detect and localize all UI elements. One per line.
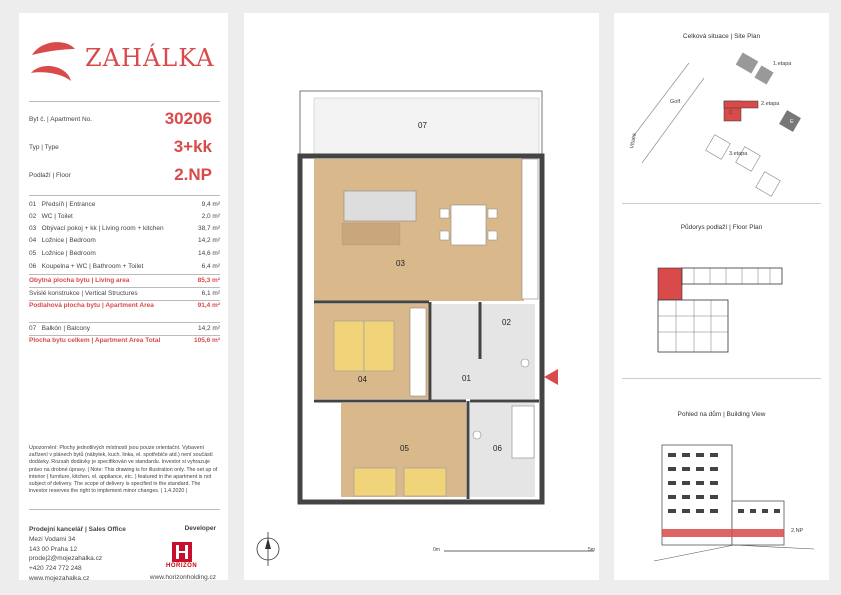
site-label-golf: Golf bbox=[670, 99, 681, 105]
room-label-03: 03 bbox=[396, 259, 405, 268]
sales-address1: Mezi Vodami 34 bbox=[29, 535, 76, 543]
sales-title: Prodejní kancelář | Sales Office bbox=[29, 526, 126, 533]
living-area-row: Obytná plocha bytu | Living area 85,3 m² bbox=[29, 277, 220, 284]
building-floor-label: 2.NP bbox=[791, 528, 804, 534]
building-view-image bbox=[614, 433, 829, 563]
floor-value: 2.NP bbox=[174, 165, 212, 184]
room-row: 02 WC | Toilet 2,0 m² bbox=[29, 213, 220, 220]
site-label-1: 1.etapa bbox=[773, 61, 792, 67]
floor-plan-title: Půdorys podlaží | Floor Plan bbox=[680, 224, 763, 231]
apartment-plan bbox=[244, 13, 599, 580]
entrance-marker-icon bbox=[544, 369, 558, 385]
room-label-04: 04 bbox=[358, 375, 367, 384]
floor-overview-map bbox=[614, 253, 829, 363]
developer-title: Developer bbox=[184, 525, 216, 532]
site-plan-title: Celková situace | Site Plan bbox=[682, 33, 761, 40]
balcony-row: 07 Balkón | Balcony 14,2 m² bbox=[29, 325, 220, 332]
building-view-title: Pohled na dům | Building View bbox=[677, 411, 766, 418]
info-panel bbox=[19, 13, 228, 580]
room-label-02: 02 bbox=[502, 318, 511, 327]
total-row: Plocha bytu celkem | Apartment Area Total 105,6 m² bbox=[29, 337, 220, 344]
room-label-06: 06 bbox=[493, 444, 502, 453]
apartment-area-row: Podlahová plocha bytu | Apartment Area 91,4 m² bbox=[29, 302, 220, 309]
site-label-vltava: Vltava bbox=[629, 132, 638, 150]
sales-web-link[interactable]: www.mojezahalka.cz bbox=[29, 574, 90, 582]
room-label-05: 05 bbox=[400, 444, 409, 453]
horizon-logo-icon bbox=[171, 541, 193, 563]
brand-name: ZAHÁLKA bbox=[85, 44, 215, 72]
sales-address2: 143 00 Praha 12 bbox=[29, 545, 78, 553]
room-label-01: 01 bbox=[462, 374, 471, 383]
sales-email-link[interactable]: prodej2@mojezahalka.cz bbox=[29, 555, 103, 563]
floor-plan-panel bbox=[244, 13, 599, 580]
disclaimer-text: Upozornění: Plochy jednotlivých místností jsou pouze orientační. Vybavení zařízení v plánech bytů (nábytek, kuch. linka, el. spotřebiče atd.) není součástí dodávky. Rozsah dodávky je specifikován ve standardu. Investor si vyhrazuje právo na drobné úpravy. | Note: This drawing is for illustration only. The set up of interior ( furniture, kitchen, el. appliance, etc. ) featured in the apartment is not subject of delivery. The scope of delivery is specified in the standard. The investor reserves the right to implement minor changes. | 1.4.2020 | bbox=[29, 445, 218, 495]
site-label-2: 2.etapa bbox=[761, 101, 780, 107]
developer-web-link[interactable]: www.horizonholding.cz bbox=[149, 574, 216, 581]
apartment-no-label: Byt č. | Apartment No. bbox=[29, 116, 93, 123]
room-row: 04 Ložnice | Bedroom 14,2 m² bbox=[29, 237, 220, 244]
room-row: 05 Ložnice | Bedroom 14,6 m² bbox=[29, 250, 220, 257]
room-row: 06 Koupelna + WC | Bathroom + Toilet 6,4 m² bbox=[29, 263, 220, 270]
scale-start: 0m bbox=[433, 547, 440, 553]
scale-end: 5m bbox=[588, 547, 595, 553]
north-arrow-icon bbox=[257, 532, 279, 566]
type-value: 3+kk bbox=[173, 137, 212, 156]
sales-phone: +420 724 772 248 bbox=[29, 565, 82, 573]
site-label-3: 3.etapa bbox=[729, 151, 748, 157]
horizon-name: HORIZON bbox=[166, 563, 198, 569]
sales-office bbox=[29, 525, 126, 584]
room-row: 01 Předsíň | Entrance 9,4 m² bbox=[29, 201, 220, 208]
room-row: 03 Obývací pokoj + kk | Living room + kitchen 38,7 m² bbox=[29, 225, 220, 232]
site-label-c: C bbox=[729, 110, 733, 116]
site-plan-map bbox=[614, 13, 829, 203]
context-panel bbox=[614, 13, 829, 580]
room-label-07: 07 bbox=[418, 121, 427, 130]
floor-label: Podlaží | Floor bbox=[29, 172, 71, 179]
site-label-e: E bbox=[790, 119, 794, 125]
type-label: Typ | Type bbox=[29, 144, 59, 151]
vertical-row: Svislé konstrukce | Vertical Structures 6,1 m² bbox=[29, 290, 220, 297]
apartment-no-value: 30206 bbox=[164, 109, 212, 128]
